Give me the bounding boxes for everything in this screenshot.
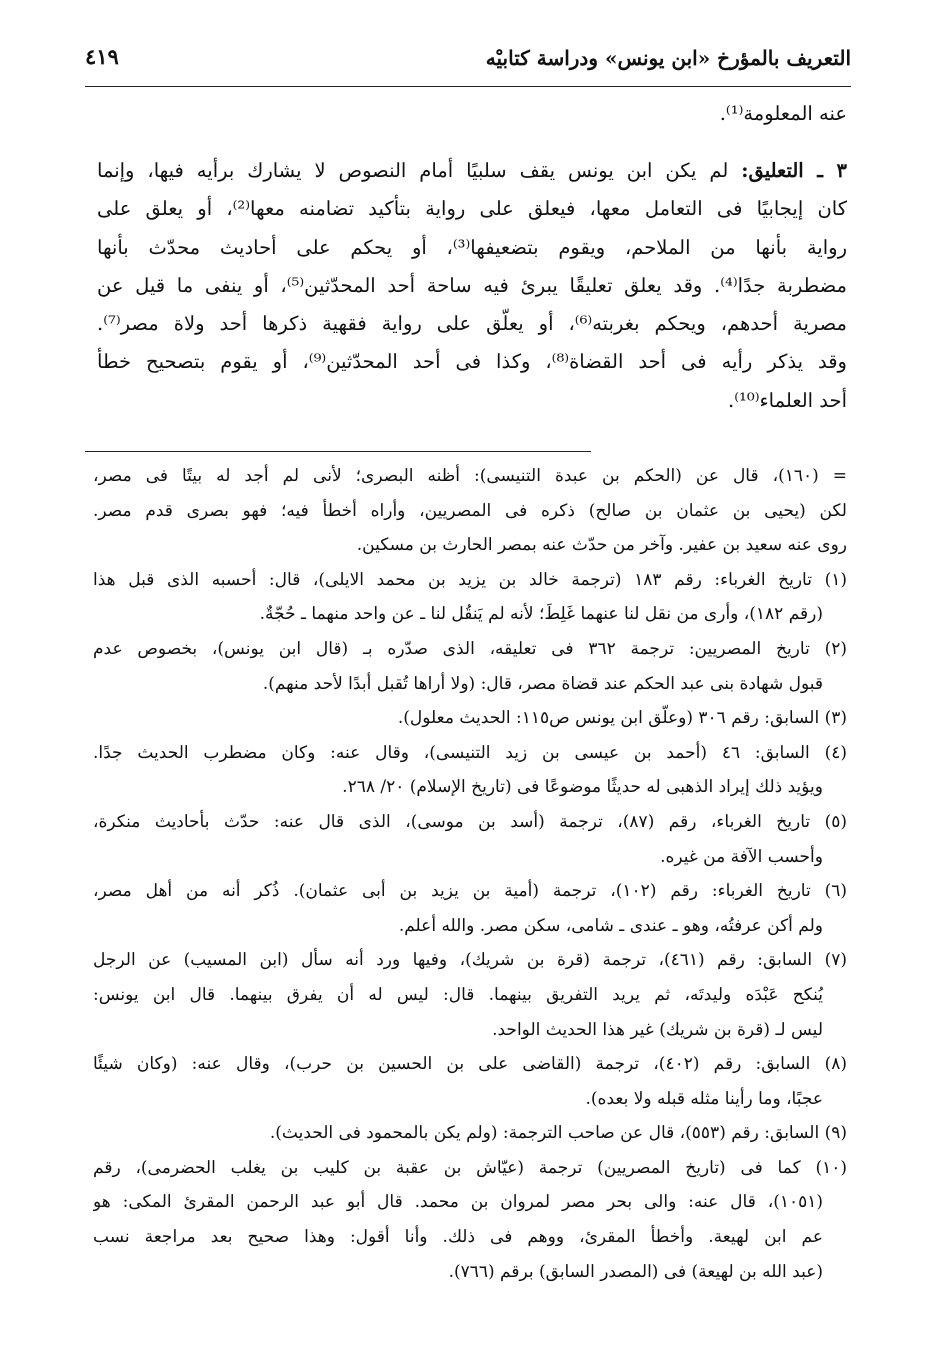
footnote-line: (١٠) كما فى (تاريخ المصريين) ترجمة (عيّاش بن عقبة بن كليب بن يغلب الحضرمى)، رقم [93,1157,847,1178]
footnote-line: (٣) السابق: رقم ٣٠٦ (وعلّق ابن يونس ص١١٥: الحديث معلول). [397,708,847,729]
footnote-line: عجبًا، وما رأينا مثله قبله ولا بعده). [585,1088,823,1109]
footnote-line: = (١٦٠)، قال عن (الحكم بن عبدة التنيسى): أظنه البصرى؛ لأنى لم أجد له بيتًا فى مصر، [93,466,847,486]
footnote-line: (٢) تاريخ المصريين: ترجمة ٣٦٢ فى تعليقه، الذى صدّره بـ (قال ابن يونس)، بخصوص عدم [93,638,847,659]
main-text [97,95,847,133]
running-title: التعريف بالمؤرخ «ابن يونس» ودراسة كتابيْه [485,46,851,70]
page-header [85,40,851,87]
body-line: أحد العلماء⁽¹⁰⁾. [728,388,847,412]
footnote-line: ويؤيد ذلك إيراد الذهبى له حديثًا موضوعًا فى (تاريخ الإسلام) ٢٠/ ٢٦٨. [342,777,823,798]
body-line: وقد يذكر رأيه فى أحد القضاة⁽⁸⁾، وكذا فى أحد المحدّثين⁽⁹⁾، أو يقوم بتصحيح خطأ [97,350,847,374]
footnote-line: (٤) السابق: ٤٦ (أحمد بن عيسى بن زيد التنيسى)، وقال عنه: وكان مضطرب الحديث جدًا. [93,742,847,763]
footnote-line: (٨) السابق: رقم (٤٠٢)، ترجمة (القاضى على بن الحسين بن حرب)، وقال عنه: (وكان شيئًا [93,1054,847,1075]
body-line: كان إيجابيًا فى التعامل معها، فيعلق على رواية بتأكيد تضامنه معها⁽²⁾، أو يعلق على [97,197,847,221]
page-number: ٤١٩ [85,44,119,69]
footnote-line: (٦) تاريخ الغرباء: رقم (١٠٢)، ترجمة (أمية بن يزيد بن أبى عثمان). ذُكر أنه من أهل مصر، [93,881,847,902]
footnote-line: يُنكح عَبْدَه وليدتَه، ثم يريد التفريق بينهما. قال: ليس له أن يفرق بينهما. قال ابن يونس: [93,984,823,1005]
footnote-line: (٥) تاريخ الغرباء، رقم (٨٧)، ترجمة (أسد بن موسى)، الذى قال عنه: حدّث بأحاديث منكرة، [93,811,847,832]
footnote-line: روى عنه سعيد بن عفير. وآخر من حدّث عنه بمصر الحارث بن مسكين. [356,535,847,556]
footnote-line: (١٠٥١)، قال عنه: والى بحر مصر لمروان بن محمد. قال أبو عبد الرحمن المقرئ المكى: هو [93,1192,823,1213]
footnote-separator [85,451,591,452]
footnote-line: (عبد الله بن لهيعة) فى (المصدر السابق) برقم (٧٦٦). [448,1261,823,1282]
footnote-line: وأحسب الآفة من غيره. [660,846,823,867]
body-line: مصرية أحدهم، ويحكم بغربته⁽⁶⁾، أو يعلّق على رواية فقهية ذكرها أحد ولاة مصر⁽⁷⁾. [97,312,847,336]
footnotes [93,459,847,1289]
footnote-line: عم ابن لهيعة. وأخطأ المقرئ، ووهم فى ذلك. وأنا أقول: وهذا صحيح بعد مراجعة نسب [93,1227,823,1248]
main-paragraph [97,152,847,420]
footnote-line: (٩) السابق: رقم (٥٥٣)، قال عن صاحب الترجمة: (ولم يكن بالمحمود فى الحديث). [269,1123,847,1144]
footnote-line: لكن (يحيى بن عثمان بن صالح) ذكره فى المصريين، وأراه أخطأ فيه؛ فهو بصرى قدم مصر. [93,500,847,521]
footnote-line: ليس لـ (قرة بن شريك) غير هذا الحديث الواحد. [492,1019,823,1040]
body-line: ٣ ـ التعليق: لم يكن ابن يونس يقف سلبيًا أمام النصوص لا يشارك برأيه فيها، وإنما [97,159,847,182]
body-line: رواية بأنها من الملاحم، ويقوم بتضعيفها⁽³⁾، أو يحكم على أحاديث محدّث بأنها [97,235,847,259]
footnote-line: ولم أكن عرفتُه، وهو ـ عندى ـ شامى، سكن مصر. والله أعلم. [398,915,823,936]
footnote-line: (٧) السابق: رقم (٤٦١)، ترجمة (قرة بن شريك)، وفيها ورد أنه سأل (ابن المسيب) عن الرجل [93,950,847,971]
footnote-line: قبول شهادة بنى عبد الحكم عند قضاة مصر، قال: (ولا أراها تُقبل أبدًا لأحد منهم). [262,673,823,694]
footnote-line: (١) تاريخ الغرباء: رقم ١٨٣ (ترجمة خالد بن يزيد بن محمد الايلى)، قال: أحسبه الذى قبل هذا [93,569,847,590]
footnote-line: (رقم ١٨٢)، وأرى من نقل لنا عنهما غَلِطَ؛ لأنه لم يَنقُل لنا ـ عن واحد منهما ـ حُجّةٌ. [259,604,823,625]
body-line: مضطربة جدًا⁽⁴⁾. وقد يعلق تعليقًا يبرئ فيه ساحة أحد المحدّثين⁽⁵⁾، أو ينفى ما قيل عن [97,273,847,297]
body-line: عنه المعلومة⁽¹⁾. [719,102,847,125]
